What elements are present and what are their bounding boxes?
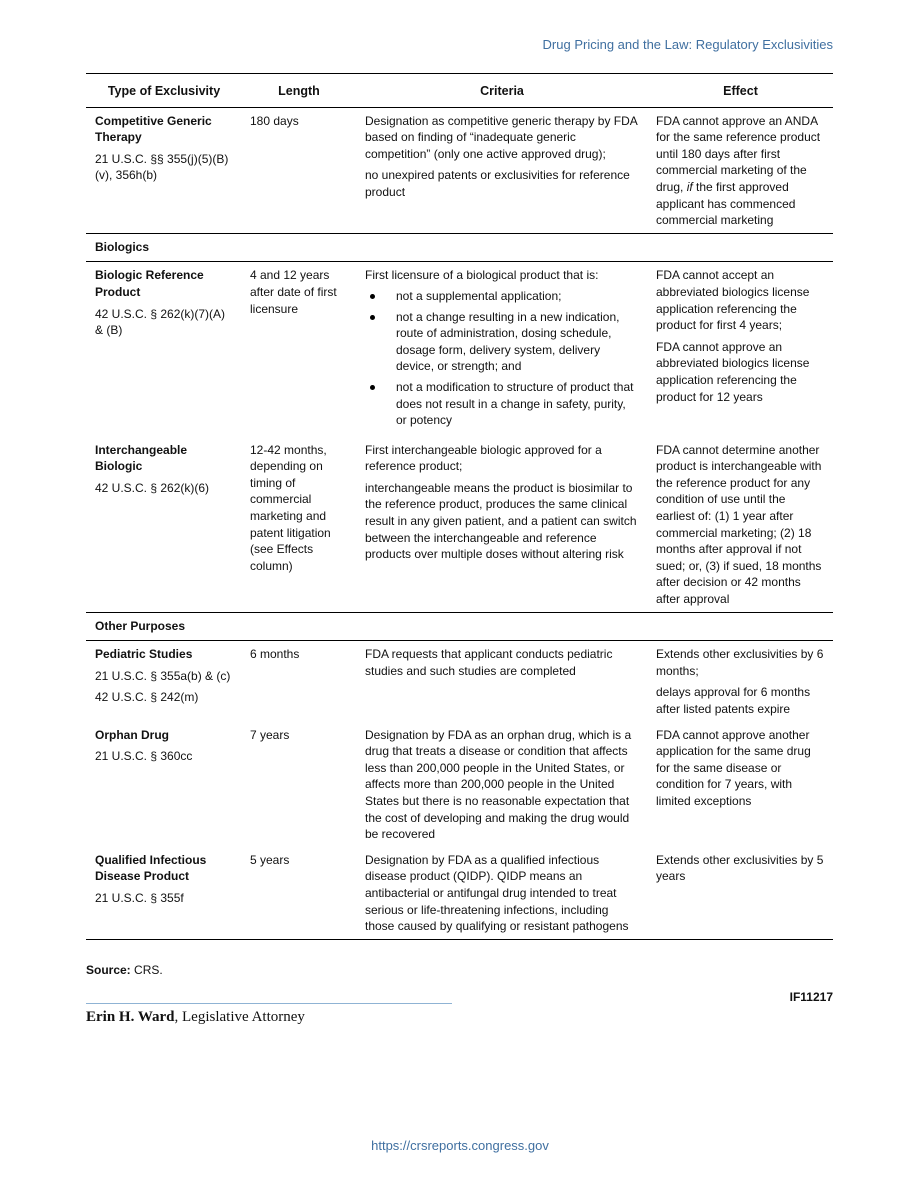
statute-citation: 42 U.S.C. § 242(m)	[95, 690, 199, 705]
type-cell	[86, 641, 241, 722]
table-header-row	[86, 74, 833, 108]
statute-citation: 21 U.S.C. § 355f	[95, 890, 184, 905]
exclusivity-name: Interchangeable Biologic	[95, 442, 188, 474]
statute-citation: 21 U.S.C. §§ 355(j)(5)(B)(v), 356h(b)	[95, 151, 229, 183]
table-row	[86, 437, 833, 612]
criteria-text: interchangeable means the product is biosimilar to the reference product, produces the same clinical result in any given patient, and a patient can switch between the interchangeable and reference products over multiple doses without altering risk	[365, 480, 637, 562]
criteria-cell: Designation by FDA as a qualified infectious disease product (QIDP). QIDP means an antibacterial or antifungal drug intended to treat serious or life-threatening infections, including those caused by qualifying or resistant pathogens	[356, 847, 647, 939]
criteria-cell: Designation by FDA as an orphan drug, which is a drug that treats a disease or condition that affects less than 200,000 people in the United States, or affects more than 200,000 people in the United States but there is no reasonable expectation that the cost of developing and making the drug would be recovered	[365, 727, 632, 842]
effect-text: FDA cannot accept an abbreviated biologics license application referencing the product for first 4 years;	[656, 268, 810, 333]
effect-cell: FDA cannot determine another product is interchangeable with the reference product for any condition of use until the earliest of: (1) 1 year after commercial marketing; (2) 18 months after approval if not sued; or, (3) if sued, 18 months after decision or 42 months after approval	[647, 437, 833, 612]
criteria-text: First interchangeable biologic approved for a reference product;	[365, 442, 602, 474]
effect-text: delays approval for 6 months after listed patents expire	[656, 685, 811, 716]
type-cell	[86, 722, 241, 847]
criteria-bullet-list	[365, 288, 639, 429]
column-header-criteria: Criteria	[356, 74, 647, 108]
column-header-effect: Effect	[647, 74, 833, 108]
table-row	[86, 641, 833, 722]
table-source-note	[86, 963, 163, 977]
length-cell: 7 years	[250, 727, 290, 742]
type-cell	[86, 847, 241, 939]
column-header-length: Length	[241, 74, 356, 108]
criteria-text: Designation as competitive generic therapy by FDA based on finding of “inadequate generic competition” (only one active approved drug);	[365, 113, 638, 161]
type-cell	[86, 107, 241, 233]
statute-citation: 21 U.S.C. § 360cc	[95, 749, 193, 764]
exclusivity-name: Orphan Drug	[95, 727, 169, 742]
effect-cell: Extends other exclusivities by 5 years	[647, 847, 833, 939]
exclusivity-name: Qualified Infectious Disease Product	[95, 852, 207, 884]
footer-link[interactable]: https://crsreports.congress.gov	[371, 1138, 549, 1153]
author-divider	[86, 1003, 452, 1004]
section-label: Biologics	[86, 233, 833, 262]
effect-cell	[647, 107, 833, 233]
author-title: , Legislative Attorney	[174, 1009, 305, 1025]
table-row	[86, 847, 833, 939]
effect-text: FDA cannot approve an abbreviated biologics license application referencing the product for 12 years	[656, 339, 810, 404]
effect-text: FDA cannot approve an ANDA for the same reference product until 180 days after first commercial marketing of the drug,	[656, 113, 821, 194]
criteria-cell	[356, 107, 647, 233]
effect-cell: FDA cannot approve another application for the same drug for the same disease or condition for 7 years, with limited exceptions	[656, 727, 811, 808]
author-name: Erin H. Ward	[86, 1009, 175, 1025]
exclusivity-name: Pediatric Studies	[95, 647, 193, 662]
type-cell	[86, 437, 241, 612]
column-header-type: Type of Exclusivity	[86, 74, 241, 108]
effect-cell	[647, 262, 833, 437]
section-row-other-purposes	[86, 612, 833, 641]
length-cell: 6 months	[250, 647, 300, 662]
list-item: not a supplemental application;	[365, 288, 639, 305]
exclusivity-name: Competitive Generic Therapy	[95, 113, 212, 145]
source-label: Source:	[86, 963, 131, 977]
effect-text: Extends other exclusivities by 6 months;	[656, 647, 824, 678]
list-item: not a modification to structure of product that does not result in a change in safety, purity, or potency	[365, 379, 639, 429]
criteria-cell	[356, 262, 647, 437]
type-cell	[86, 262, 241, 437]
statute-citation: 42 U.S.C. § 262(k)(6)	[95, 480, 210, 495]
effect-emphasis: if	[686, 179, 693, 194]
statute-citation: 42 U.S.C. § 262(k)(7)(A) & (B)	[95, 306, 226, 338]
length-cell: 5 years	[241, 847, 356, 939]
author-line	[86, 1009, 305, 1026]
criteria-text: no unexpired patents or exclusivities for reference product	[365, 168, 630, 199]
list-item: not a change resulting in a new indication, route of administration, dosing schedule, dosage form, delivery system, delivery device, or strength; and	[365, 309, 639, 375]
table-row	[86, 107, 833, 233]
length-cell: 180 days	[241, 107, 356, 233]
statute-citation: 21 U.S.C. § 355a(b) & (c)	[95, 668, 231, 683]
criteria-cell	[356, 437, 647, 612]
length-cell: 12-42 months, depending on timing of commercial marketing and patent litigation (see Effects column)	[241, 437, 356, 612]
length-cell: 4 and 12 years after date of first licensure	[250, 268, 337, 316]
exclusivity-table	[86, 73, 833, 940]
criteria-text: First licensure of a biological product that is:	[365, 268, 599, 283]
effect-text: the first approved applicant has commenced commercial marketing	[656, 179, 796, 228]
source-text: CRS.	[130, 963, 163, 977]
table-row	[86, 262, 833, 437]
exclusivity-name: Biologic Reference Product	[95, 268, 204, 299]
running-header-title: Drug Pricing and the Law: Regulatory Exclusivities	[542, 37, 833, 52]
section-label: Other Purposes	[86, 612, 833, 641]
table-row	[86, 722, 833, 847]
criteria-cell: FDA requests that applicant conducts pediatric studies and such studies are completed	[365, 647, 613, 678]
document-id: IF11217	[789, 990, 833, 1004]
section-row-biologics	[86, 233, 833, 262]
effect-cell	[647, 641, 833, 722]
